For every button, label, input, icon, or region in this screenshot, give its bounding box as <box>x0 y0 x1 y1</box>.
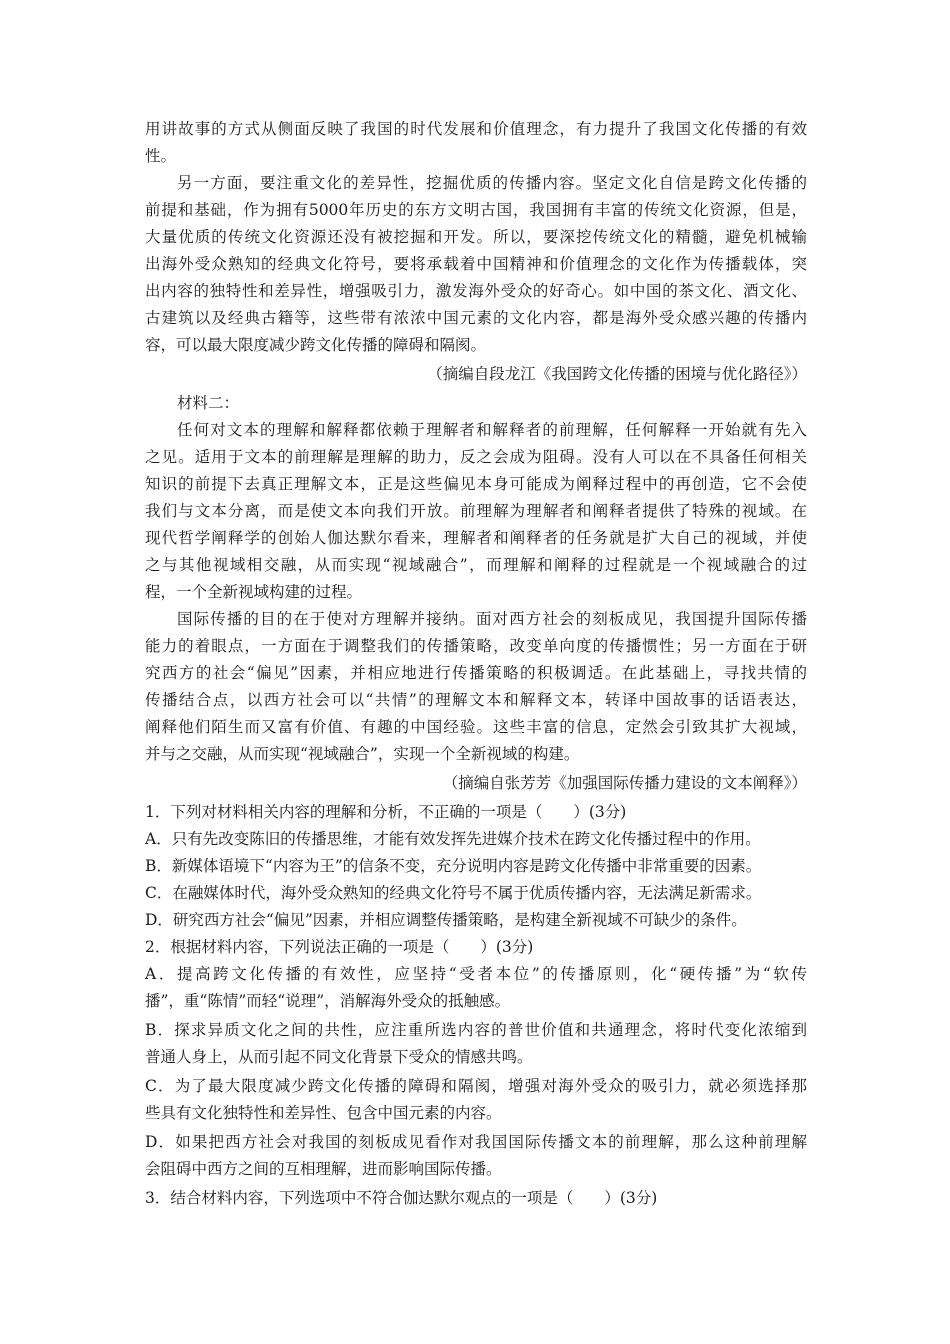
option-c: C．为了最大限度减少跨文化传播的障碍和隔阂，增强对海外受众的吸引力，就必须选择那 <box>145 1077 807 1095</box>
option-b: B．探求异质文化之间的共性，应注重所选内容的普世价值和共通理念，将时代变化浓缩到 <box>145 1021 807 1039</box>
text-line: 知识的前提下去真正理解文本，正是这些偏见本身可能成为阐释过程中的再创造，它不会使 <box>145 475 807 493</box>
option-b: B．新媒体语境下“内容为王”的信条不变，充分说明内容是跨文化传播中非常重要的因素。 <box>145 857 762 875</box>
text-line: 究西方的社会“偏见”因素，并相应地进行传播策略的积极调适。在此基础上，寻找共情的 <box>145 664 807 682</box>
question-stem: 3．结合材料内容，下列选项中不符合伽达默尔观点的一项是（ ）(3分) <box>145 1189 658 1207</box>
option-c: C．在融媒体时代，海外受众熟知的经典文化符号不属于优质传播内容，无法满足新需求。 <box>145 884 762 902</box>
option-a-cont: 播”，重“陈情”而轻“说理”，消解海外受众的抵触感。 <box>145 992 511 1010</box>
source-citation: （摘编自张芳芳《加强国际传播力建设的文本阐释》） <box>442 774 807 792</box>
text-line: 之与其他视域相交融，从而实现“视域融合”，而理解和阐释的过程就是一个视域融合的过 <box>145 556 807 574</box>
text-line: 阐释他们陌生而又富有价值、有趣的中国经验。这些丰富的信息，定然会引致其扩大视域， <box>145 718 807 736</box>
option-d: D．研究西方社会“偏见”因素，并相应调整传播策略，是构建全新视域不可缺少的条件。 <box>145 911 747 929</box>
text-line: 现代哲学阐释学的创始人伽达默尔看来，理解者和阐释者的任务就是扩大自己的视域，并使 <box>145 529 807 547</box>
question-stem: 2．根据材料内容，下列说法正确的一项是（ ）(3分) <box>145 938 534 956</box>
option-a: A．提高跨文化传播的有效性，应坚持“受者本位”的传播原则，化“硬传播”为“软传 <box>145 965 807 983</box>
question-stem: 1．下列对材料相关内容的理解和分析，不正确的一项是（ ）(3分) <box>145 803 627 821</box>
paragraph-start: 国际传播的目的在于使对方理解并接纳。面对西方社会的刻板成见，我国提升国际传播 <box>177 610 807 628</box>
option-d: D．如果把西方社会对我国的刻板成见看作对我国国际传播文本的前理解，那么这种前理解 <box>145 1133 807 1151</box>
paragraph-start: 任何对文本的理解和解释都依赖于理解者和解释者的前理解，任何解释一开始就有先入 <box>177 421 807 439</box>
option-b-cont: 普通人身上，从而引起不同文化背景下受众的情感共鸣。 <box>145 1048 533 1066</box>
option-c-cont: 些具有文化独特性和差异性、包含中国元素的内容。 <box>145 1104 502 1122</box>
source-citation: （摘编自段龙江《我国跨文化传播的困境与优化路径》） <box>427 365 807 383</box>
text-line: 之见。适用于文本的前理解是理解的助力，反之会成为阻碍。没有人可以在不具备任何相关 <box>145 448 807 466</box>
text-line: 传播结合点，以西方社会可以“共情”的理解文本和解释文本，转译中国故事的话语表达， <box>145 691 807 709</box>
section-heading: 材料二： <box>177 394 240 412</box>
text-line: 前提和基础，作为拥有5000年历史的东方文明古国，我国拥有丰富的传统文化资源，但是， <box>145 201 807 219</box>
text-line: 并与之交融，从而实现“视域融合”，实现一个全新视域的构建。 <box>145 745 580 763</box>
text-line: 出海外受众熟知的经典文化符号，要将承载着中国精神和价值理念的文化作为传播载体，突 <box>145 255 807 273</box>
text-line: 出内容的独特性和差异性，增强吸引力，激发海外受众的好奇心。如中国的茶文化、酒文化、 <box>145 282 807 300</box>
option-d-cont: 会阻碍中西方之间的互相理解，进而影响国际传播。 <box>145 1160 502 1178</box>
text-line: 程，一个全新视域构建的过程。 <box>145 583 363 601</box>
text-line: 性。 <box>145 147 177 165</box>
paragraph-start: 另一方面，要注重文化的差异性，挖掘优质的传播内容。坚定文化自信是跨文化传播的 <box>177 174 807 192</box>
text-line: 古建筑以及经典古籍等，这些带有浓浓中国元素的文化内容，都是海外受众感兴趣的传播内 <box>145 309 807 327</box>
text-line: 容，可以最大限度减少跨文化传播的障碍和隔阂。 <box>145 336 487 354</box>
option-a: A．只有先改变陈旧的传播思维，才能有效发挥先进媒介技术在跨文化传播过程中的作用。 <box>145 830 761 848</box>
text-line: 能力的着眼点，一方面在于调整我们的传播策略，改变单向度的传播惯性；另一方面在于研 <box>145 637 807 655</box>
text-line: 大量优质的传统文化资源还没有被挖掘和开发。所以，要深挖传统文化的精髓，避免机械输 <box>145 228 807 246</box>
text-line: 我们与文本分离，而是使文本向我们开放。前理解为理解者和阐释者提供了特殊的视域。在 <box>145 502 807 520</box>
text-line: 用讲故事的方式从侧面反映了我国的时代发展和价值理念，有力提升了我国文化传播的有效 <box>145 120 807 138</box>
